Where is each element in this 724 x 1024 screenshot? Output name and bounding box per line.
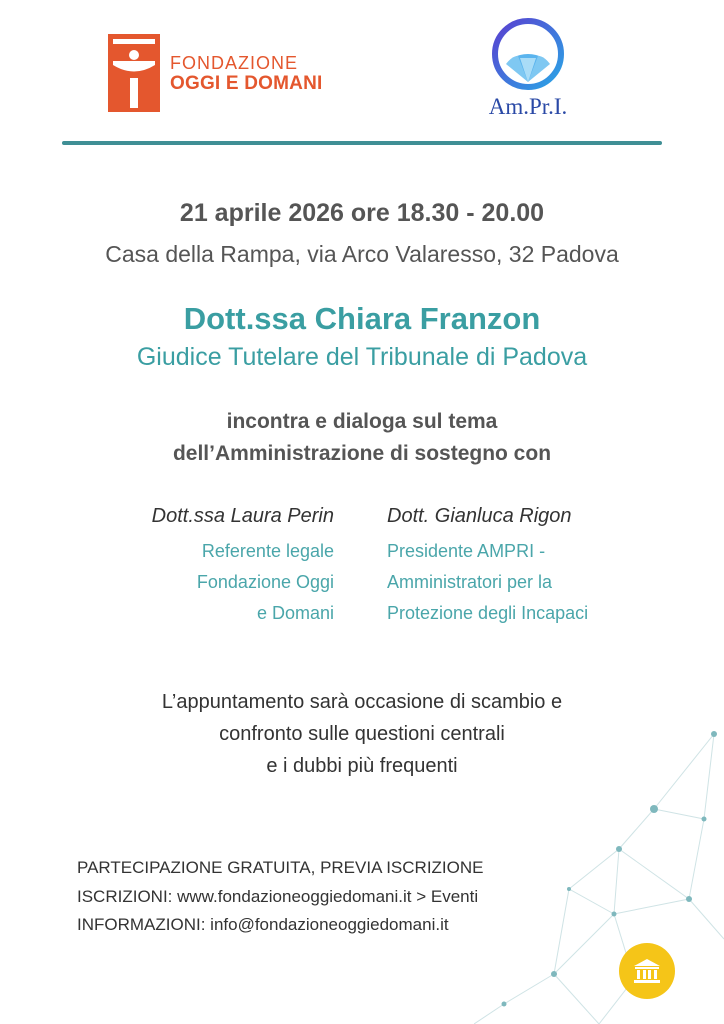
ampri-logo-text: Am.Pr.I. xyxy=(488,94,568,119)
intro-line-2: dell’Amministrazione di sostegno con xyxy=(172,442,552,465)
guest-2-name: Dott. Gianluca Rigon xyxy=(387,505,572,527)
fondazione-logo-line1: FONDAZIONE xyxy=(170,53,299,73)
speaker-name: Dott.ssa Chiara Franzon xyxy=(183,301,541,336)
description-line-3: e i dubbi più frequenti xyxy=(266,755,458,777)
guest-1-role-line: e Domani xyxy=(256,603,334,623)
description-line-2: confronto sulle questioni centrali xyxy=(219,723,505,745)
speaker-role: Giudice Tutelare del Tribunale di Padova xyxy=(136,343,588,371)
guest-2-role xyxy=(387,536,588,629)
info-registration: ISCRIZIONI: www.fondazioneoggiedomani.it > Eventi xyxy=(77,887,479,906)
fondazione-logo xyxy=(108,34,328,114)
event-date: 21 aprile 2026 ore 18.30 - 20.00 xyxy=(179,199,545,227)
museum-icon xyxy=(619,943,675,999)
guest-2-role-line: Amministratori per la xyxy=(387,572,553,592)
header-divider xyxy=(62,141,662,145)
info-participation: PARTECIPAZIONE GRATUITA, PREVIA ISCRIZIONE xyxy=(77,858,484,877)
description-line-1: L’appuntamento sarà occasione di scambio e xyxy=(161,691,563,713)
info-contact: INFORMAZIONI: info@fondazioneoggiedomani.it xyxy=(77,915,449,934)
fondazione-logo-mark xyxy=(108,34,160,112)
guest-2-role-line: Presidente AMPRI - xyxy=(387,541,546,561)
network-decoration xyxy=(474,724,724,1024)
event-venue: Casa della Rampa, via Arco Valaresso, 32 Padova xyxy=(105,241,619,267)
guest-1-role-line: Referente legale xyxy=(201,541,334,561)
ampri-logo-mark xyxy=(468,14,588,94)
intro-line-1: incontra e dialoga sul tema xyxy=(226,410,498,433)
guest-1-role-line: Fondazione Oggi xyxy=(196,572,334,592)
guest-1-role xyxy=(197,536,334,629)
museum-icon-glyph xyxy=(632,956,662,986)
guest-1-name: Dott.ssa Laura Perin xyxy=(151,505,334,527)
fondazione-logo-line2: OGGI E DOMANI xyxy=(170,73,323,94)
guest-2-role-line: Protezione degli Incapaci xyxy=(387,603,589,623)
ampri-logo xyxy=(468,14,588,126)
